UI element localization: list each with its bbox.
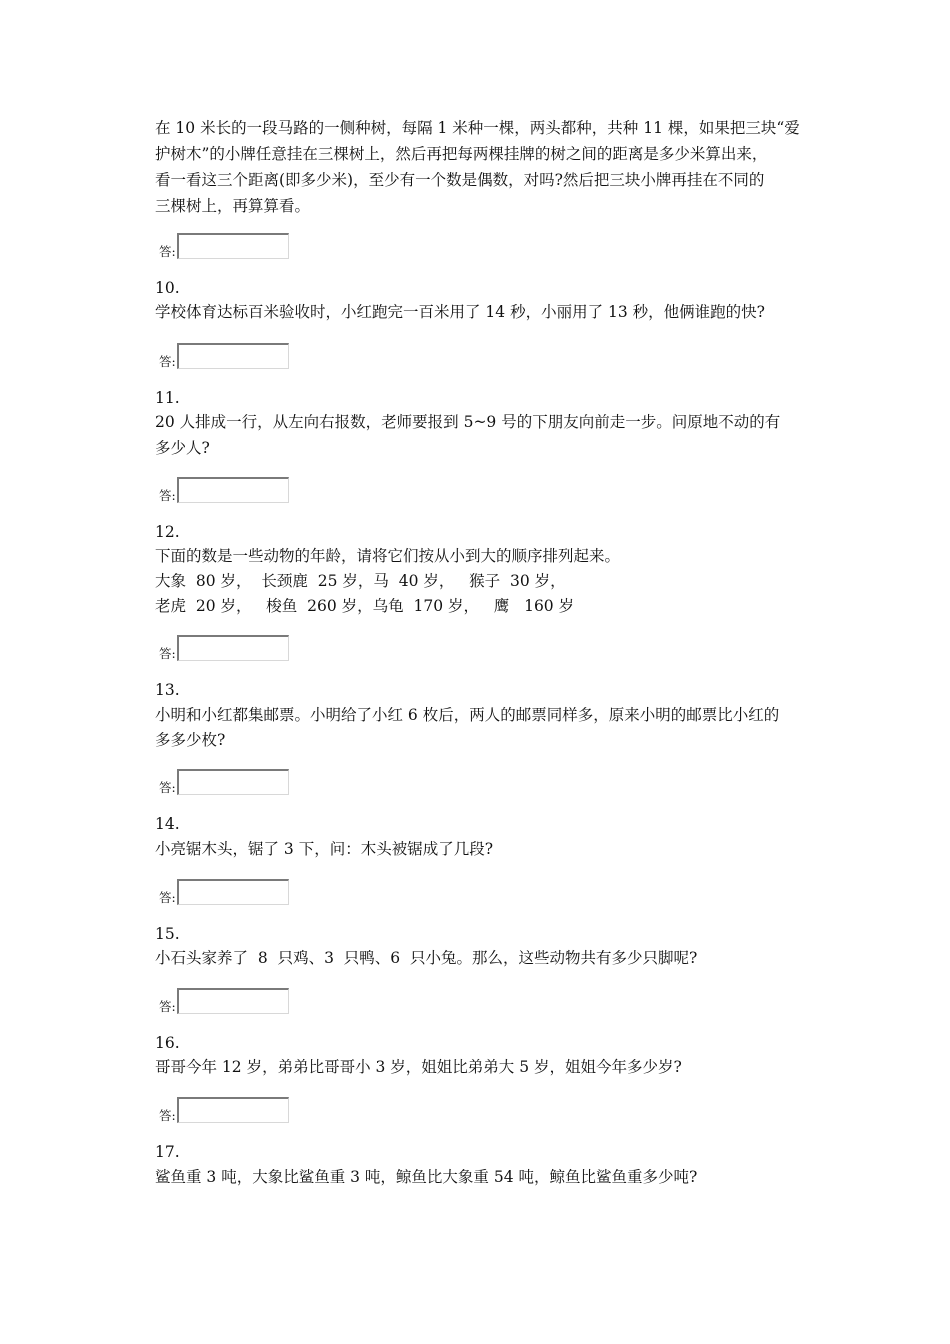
q9-answer-input[interactable] bbox=[177, 233, 289, 259]
answer-label: 答: bbox=[159, 354, 176, 369]
q17-number: 17. bbox=[155, 1143, 180, 1161]
q17-text-line: 鲨鱼重 3 吨，大象比鲨鱼重 3 吨，鲸鱼比大象重 54 吨，鲸鱼比鲨鱼重多少吨? bbox=[155, 1168, 698, 1186]
q9-text-line: 护树木”的小牌任意挂在三棵树上，然后再把每两棵挂牌的树之间的距离是多少米算出来， bbox=[155, 145, 768, 163]
q15-answer-row bbox=[159, 982, 289, 1014]
answer-label: 答: bbox=[159, 780, 176, 795]
q16-number: 16. bbox=[155, 1034, 180, 1052]
q13-number: 13. bbox=[155, 681, 180, 699]
q11-number: 11. bbox=[155, 389, 180, 407]
q12-text-line: 大象 80 岁， 长颈鹿 25 岁，马 40 岁， 猴子 30 岁， bbox=[155, 572, 566, 590]
answer-label: 答: bbox=[159, 890, 176, 905]
q14-text-line: 小亮锯木头，锯了 3 下，问：木头被锯成了几段? bbox=[155, 840, 494, 858]
q15-answer-input[interactable] bbox=[177, 988, 289, 1014]
q11-answer-input[interactable] bbox=[177, 477, 289, 503]
q14-answer-input[interactable] bbox=[177, 879, 289, 905]
answer-label: 答: bbox=[159, 1108, 176, 1123]
q12-answer-input[interactable] bbox=[177, 635, 289, 661]
q13-text-line: 小明和小红都集邮票。小明给了小红 6 枚后，两人的邮票同样多，原来小明的邮票比小红的 bbox=[155, 706, 780, 724]
q14-number: 14. bbox=[155, 815, 180, 833]
q16-text-line: 哥哥今年 12 岁，弟弟比哥哥小 3 岁，姐姐比弟弟大 5 岁，姐姐今年多少岁? bbox=[155, 1058, 682, 1076]
q14-answer-row bbox=[159, 873, 289, 905]
q9-text-line: 在 10 米长的一段马路的一侧种树，每隔 1 米种一棵，两头都种，共种 11 棵，如果把三块“爱 bbox=[155, 119, 800, 137]
q10-answer-input[interactable] bbox=[177, 343, 289, 369]
answer-label: 答: bbox=[159, 999, 176, 1014]
q13-answer-input[interactable] bbox=[177, 769, 289, 795]
q11-text-line: 20 人排成一行，从左向右报数，老师要报到 5~9 号的下朋友向前走一步。问原地不动的有 bbox=[155, 413, 781, 431]
answer-label: 答: bbox=[159, 244, 176, 259]
q12-text-line: 下面的数是一些动物的年龄，请将它们按从小到大的顺序排列起来。 bbox=[155, 547, 621, 565]
q16-answer-input[interactable] bbox=[177, 1097, 289, 1123]
q13-text-line: 多多少枚? bbox=[155, 731, 226, 749]
q12-text-line: 老虎 20 岁， 梭鱼 260 岁，乌龟 170 岁， 鹰 160 岁 bbox=[155, 597, 575, 615]
q15-number: 15. bbox=[155, 925, 180, 943]
q10-number: 10. bbox=[155, 279, 180, 297]
q12-number: 12. bbox=[155, 523, 180, 541]
q11-answer-row bbox=[159, 471, 289, 503]
q10-answer-row bbox=[159, 337, 289, 369]
q11-text-line: 多少人? bbox=[155, 439, 210, 457]
answer-label: 答: bbox=[159, 488, 176, 503]
q9-text-line: 看一看这三个距离(即多少米)，至少有一个数是偶数，对吗?然后把三块小牌再挂在不同的 bbox=[155, 171, 765, 189]
q9-text-line: 三棵树上，再算算看。 bbox=[155, 197, 311, 215]
answer-label: 答: bbox=[159, 646, 176, 661]
q12-answer-row bbox=[159, 629, 289, 661]
q13-answer-row bbox=[159, 763, 289, 795]
q16-answer-row bbox=[159, 1091, 289, 1123]
q15-text-line: 小石头家养了 8 只鸡、3 只鸭、6 只小兔。那么，这些动物共有多少只脚呢? bbox=[155, 949, 698, 967]
q9-answer-row bbox=[159, 227, 289, 259]
q10-text-line: 学校体育达标百米验收时，小红跑完一百米用了 14 秒，小丽用了 13 秒，他俩谁跑的快? bbox=[155, 303, 765, 321]
